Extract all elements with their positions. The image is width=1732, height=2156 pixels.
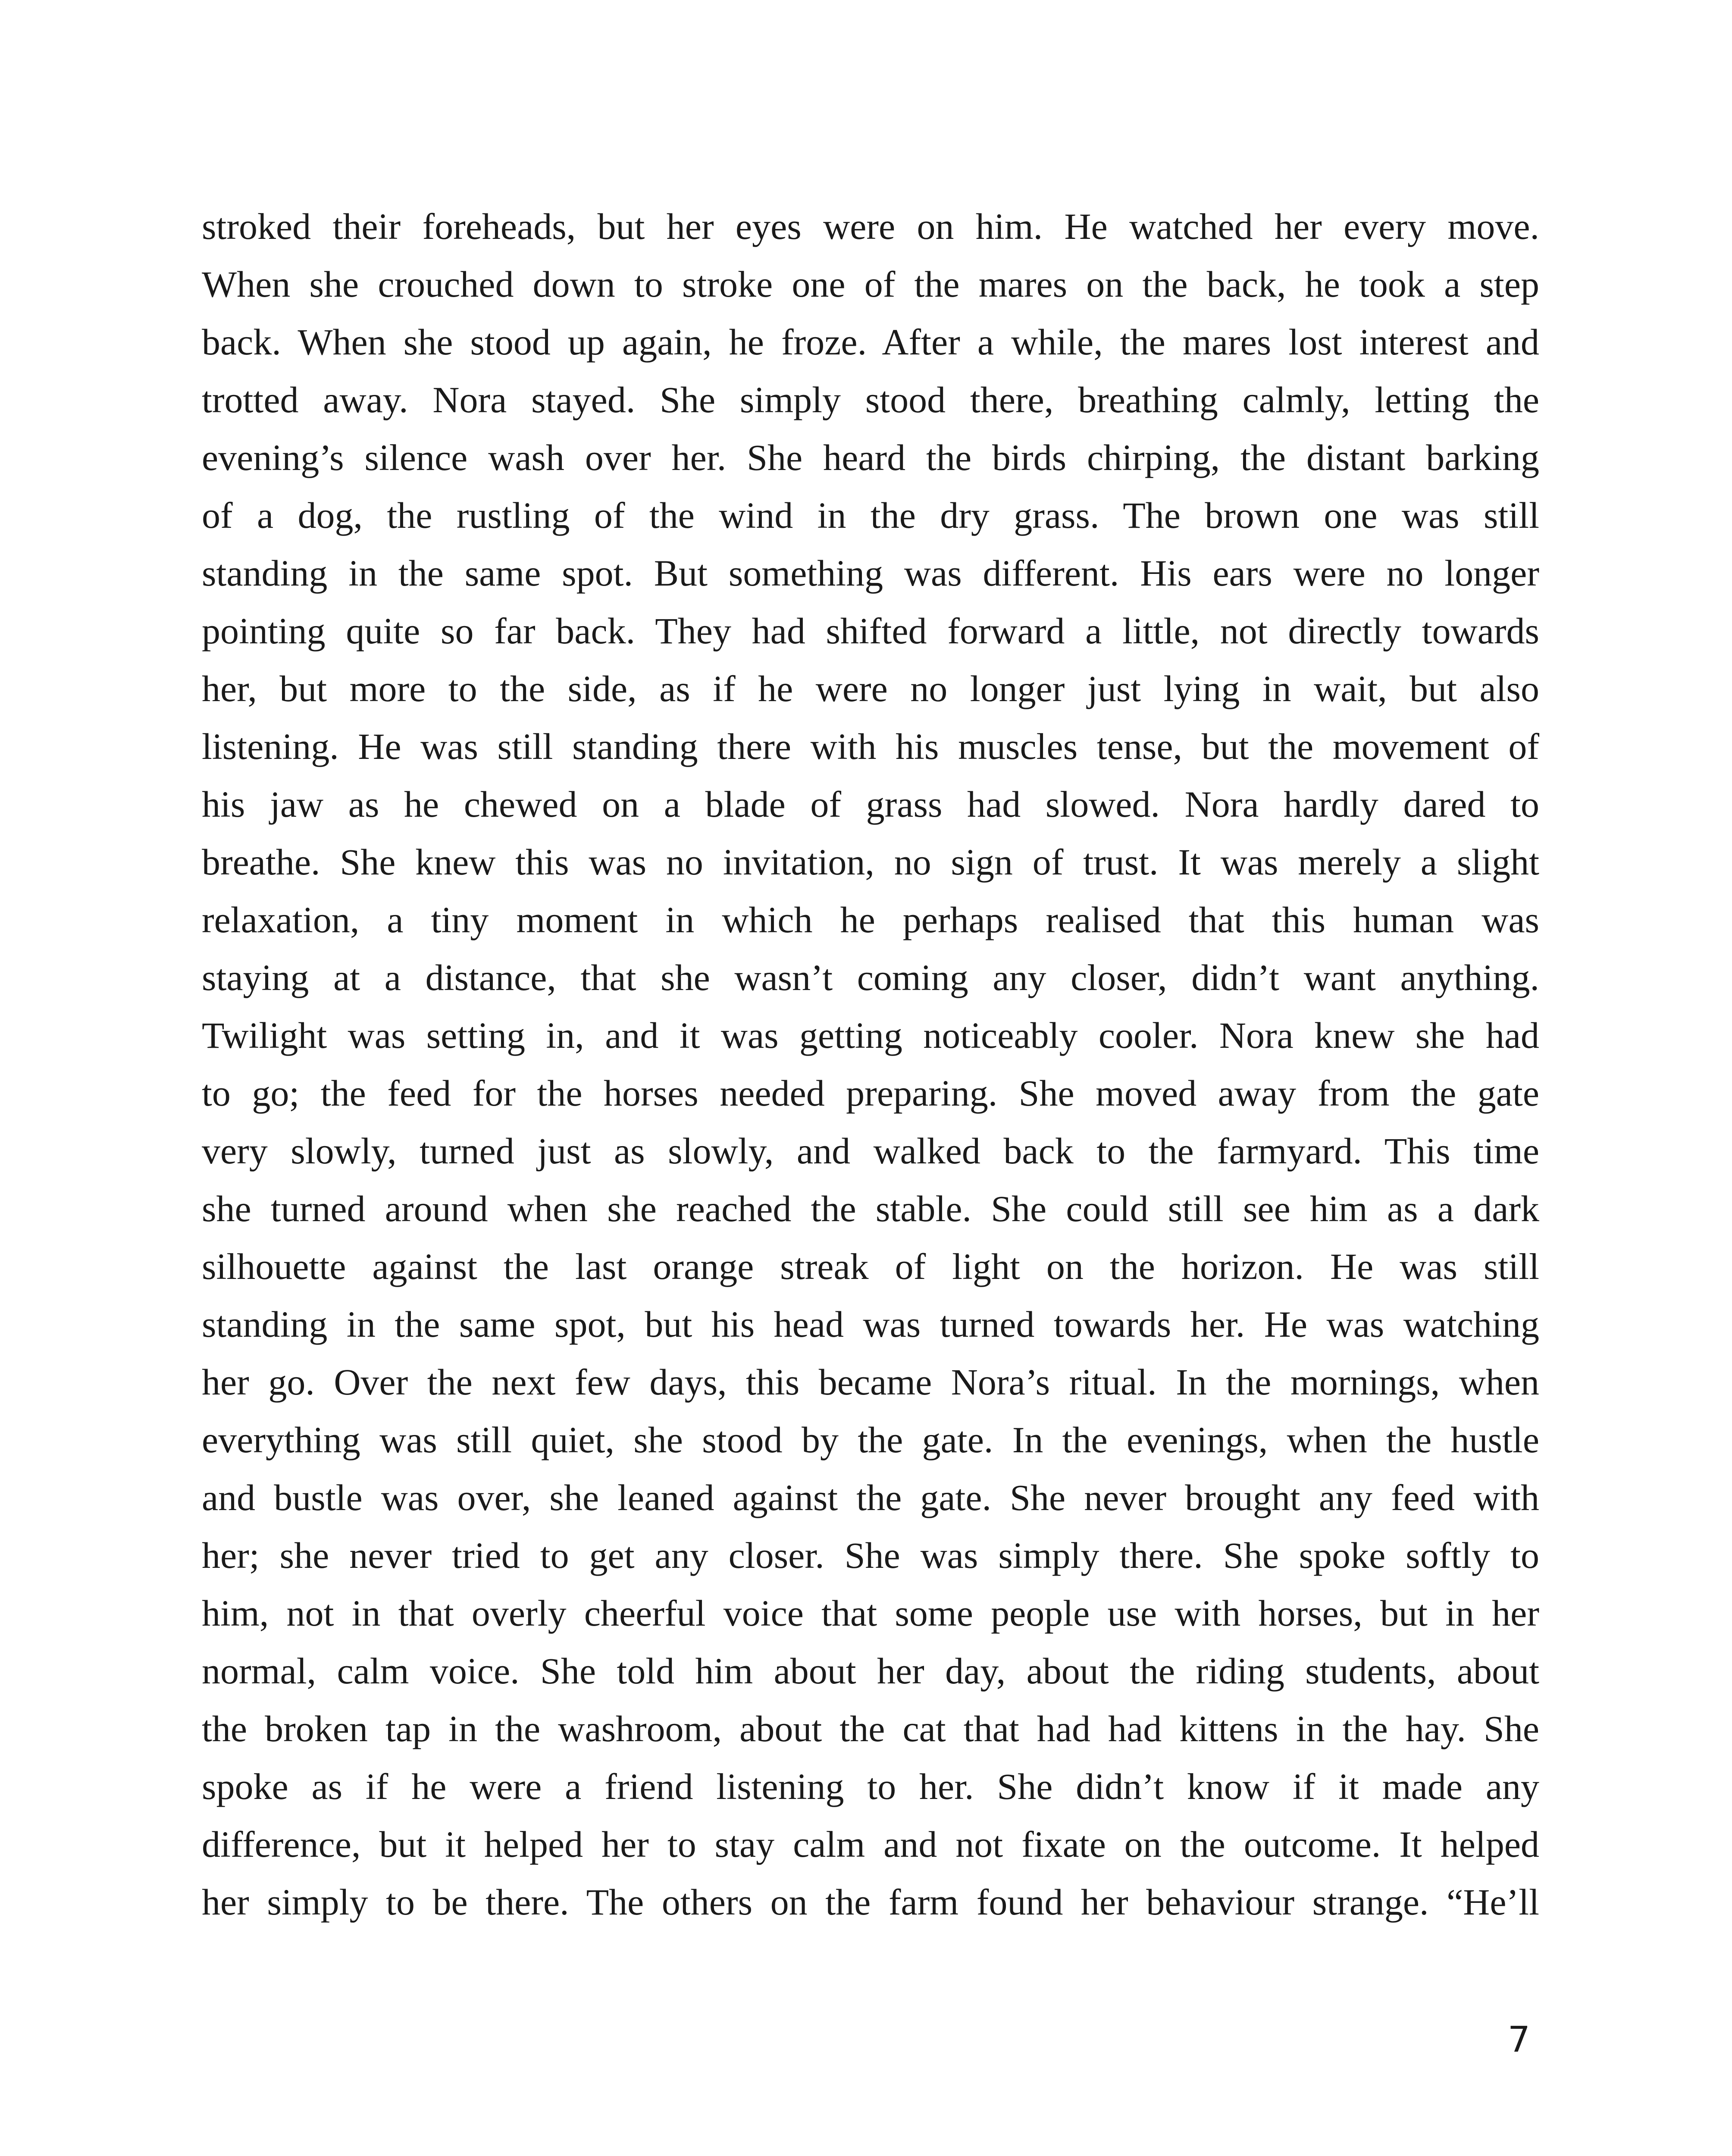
text-line: very slowly, turned just as slowly, and walked back to the farmyard. This time bbox=[202, 1130, 1539, 1172]
text-line: breathe. She knew this was no invitation, no sign of trust. It was merely a slight bbox=[202, 841, 1539, 883]
text-line: the broken tap in the washroom, about the cat that had had kittens in the hay. She bbox=[202, 1708, 1539, 1749]
text-line: his jaw as he chewed on a blade of grass had slowed. Nora hardly dared to bbox=[202, 783, 1539, 825]
text-line: to go; the feed for the horses needed preparing. She moved away from the gate bbox=[202, 1072, 1539, 1114]
text-line: she turned around when she reached the stable. She could still see him as a dark bbox=[202, 1188, 1539, 1229]
text-line: evening’s silence wash over her. She heard the birds chirping, the distant barking bbox=[202, 437, 1539, 478]
text-line: trotted away. Nora stayed. She simply stood there, breathing calmly, letting the bbox=[202, 379, 1539, 420]
text-line: back. When she stood up again, he froze. After a while, the mares lost interest and bbox=[202, 321, 1539, 363]
text-line: standing in the same spot, but his head was turned towards her. He was watching bbox=[202, 1304, 1539, 1345]
text-line: silhouette against the last orange streak of light on the horizon. He was still bbox=[202, 1246, 1539, 1287]
text-line: her go. Over the next few days, this became Nora’s ritual. In the mornings, when bbox=[202, 1361, 1539, 1403]
text-line: her simply to be there. The others on the farm found her behaviour strange. “He’ll bbox=[202, 1881, 1539, 1923]
text-line: her, but more to the side, as if he were no longer just lying in wait, but also bbox=[202, 668, 1539, 709]
text-line: spoke as if he were a friend listening to her. She didn’t know if it made any bbox=[202, 1766, 1539, 1807]
body-text bbox=[202, 197, 1539, 1931]
text-line: relaxation, a tiny moment in which he perhaps realised that this human was bbox=[202, 899, 1539, 940]
text-line: pointing quite so far back. They had shifted forward a little, not directly towards bbox=[202, 610, 1539, 652]
text-line: standing in the same spot. But something was different. His ears were no longer bbox=[202, 552, 1539, 594]
text-line: and bustle was over, she leaned against the gate. She never brought any feed with bbox=[202, 1477, 1539, 1518]
text-line: Twilight was setting in, and it was getting noticeably cooler. Nora knew she had bbox=[202, 1015, 1539, 1056]
text-line: normal, calm voice. She told him about her day, about the riding students, about bbox=[202, 1650, 1539, 1692]
text-line: difference, but it helped her to stay calm and not fixate on the outcome. It helped bbox=[202, 1824, 1539, 1865]
text-line: listening. He was still standing there with his muscles tense, but the movement of bbox=[202, 726, 1539, 767]
text-line: everything was still quiet, she stood by the gate. In the evenings, when the hustle bbox=[202, 1419, 1539, 1460]
text-line: When she crouched down to stroke one of the mares on the back, he took a step bbox=[202, 263, 1539, 305]
text-line: him, not in that overly cheerful voice that some people use with horses, but in her bbox=[202, 1592, 1539, 1634]
page-number: 7 bbox=[1507, 2019, 1530, 2060]
text-line: stroked their foreheads, but her eyes were on him. He watched her every move. bbox=[202, 206, 1539, 247]
text-line: of a dog, the rustling of the wind in the dry grass. The brown one was still bbox=[202, 495, 1539, 536]
text-line: her; she never tried to get any closer. She was simply there. She spoke softly to bbox=[202, 1535, 1539, 1576]
text-line: staying at a distance, that she wasn’t coming any closer, didn’t want anything. bbox=[202, 957, 1539, 998]
